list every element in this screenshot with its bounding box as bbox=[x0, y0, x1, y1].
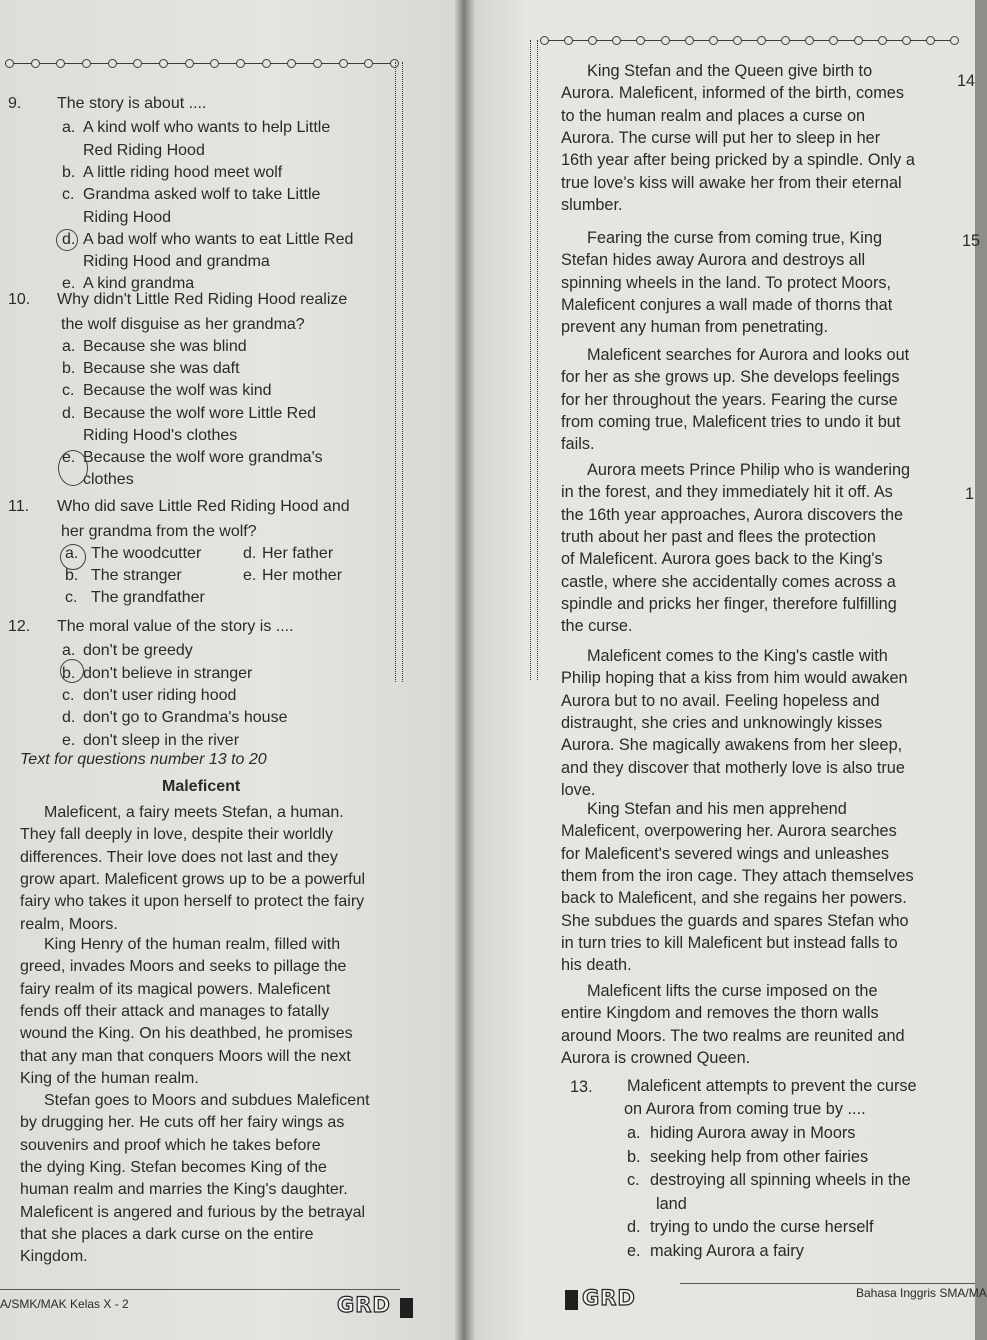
option-letter: d. bbox=[627, 1218, 641, 1237]
bead-ornament bbox=[133, 59, 142, 68]
option-text: don't sleep in the river bbox=[83, 731, 240, 749]
option-text: Riding Hood bbox=[83, 208, 172, 226]
story-line: prevent any human from penetrating. bbox=[561, 318, 828, 337]
story-line: grow apart. Maleficent grows up to be a powerful bbox=[20, 870, 366, 888]
story-line: Stefan hides away Aurora and destroys all bbox=[561, 251, 866, 270]
answer-circle bbox=[56, 229, 78, 251]
story-line: for her throughout the years. Fearing the curse bbox=[561, 390, 898, 409]
bead-ornament bbox=[902, 36, 911, 45]
option-text: destroying all spinning wheels in the bbox=[650, 1171, 911, 1190]
story-line: spinning wheels in the land. To protect Moors, bbox=[561, 273, 892, 292]
question-stem: Why didn't Little Red Riding Hood realize bbox=[57, 291, 348, 308]
option-letter: e. bbox=[62, 449, 76, 467]
brand-block-left bbox=[400, 1298, 413, 1318]
option-text: land bbox=[656, 1195, 687, 1214]
story-line: to the human realm and places a curse on bbox=[561, 106, 866, 125]
bead-ornament bbox=[31, 59, 40, 68]
option-text: A bad wolf who wants to eat Little Red bbox=[83, 230, 354, 248]
option-letter: c. bbox=[65, 589, 78, 607]
option-letter: d. bbox=[62, 404, 76, 422]
top-border-left bbox=[5, 59, 398, 69]
option-letter: b. bbox=[627, 1147, 641, 1166]
story-line: Maleficent comes to the King's castle with bbox=[587, 647, 888, 665]
question-stem: The moral value of the story is .... bbox=[57, 618, 294, 635]
story-line: Maleficent is angered and furious by the betrayal bbox=[20, 1203, 366, 1221]
story-line: Aurora but to no avail. Feeling hopeless and bbox=[561, 691, 880, 710]
story-line: true love's kiss will awake her from their eternal bbox=[561, 173, 902, 192]
book-gutter bbox=[455, 0, 475, 1340]
option-letter: d. bbox=[62, 709, 76, 727]
option-text: Grandma asked wolf to take Little bbox=[83, 186, 321, 204]
story-line: back to Maleficent, and she regains her powers. bbox=[561, 889, 907, 908]
story-line: the 16th year approaches, Aurora discovers the bbox=[561, 505, 904, 524]
story-line: Aurora. She magically awakens from her sleep, bbox=[561, 736, 903, 755]
story-line: by drugging her. He cuts off her fairy wings as bbox=[20, 1114, 345, 1132]
bead-ornament bbox=[829, 36, 838, 45]
bead-ornament bbox=[540, 36, 549, 45]
story-line: them from the iron cage. They attach themselves bbox=[561, 866, 914, 885]
bead-ornament bbox=[709, 36, 718, 45]
option-letter: c. bbox=[62, 186, 75, 204]
story-line: wound the King. On his deathbed, he promises bbox=[20, 1025, 353, 1043]
option-text: don't believe in stranger bbox=[83, 664, 253, 682]
option-text: making Aurora a fairy bbox=[650, 1242, 804, 1260]
option-text: clothes bbox=[83, 471, 134, 489]
bead-ornament bbox=[364, 59, 373, 68]
story-line: Philip hoping that a kiss from him would awaken bbox=[561, 669, 908, 688]
story-line: King Henry of the human realm, filled with bbox=[44, 936, 341, 953]
story-line: distraught, she cries and unknowingly kisses bbox=[561, 713, 883, 732]
footer-brand-right: GRD bbox=[582, 1286, 636, 1310]
question-stem: the wolf disguise as her grandma? bbox=[61, 316, 305, 334]
story-line: Aurora is crowned Queen. bbox=[561, 1048, 751, 1067]
option-text: Her father bbox=[262, 544, 334, 562]
option-letter: d. bbox=[243, 544, 257, 562]
question-stem: her grandma from the wolf? bbox=[61, 523, 257, 541]
option-letter: a. bbox=[65, 544, 79, 562]
story-line: the curse. bbox=[561, 617, 633, 636]
option-text: The grandfather bbox=[91, 589, 205, 607]
option-text: don't user riding hood bbox=[83, 686, 237, 704]
brand-block-right bbox=[565, 1290, 578, 1310]
story-line: Aurora meets Prince Philip who is wandering bbox=[587, 461, 911, 479]
story-line: differences. Their love does not last and they bbox=[20, 848, 338, 866]
bead-ornament bbox=[236, 59, 245, 68]
option-text: don't be greedy bbox=[83, 642, 193, 660]
story-line: and they discover that motherly love is also true bbox=[561, 758, 905, 777]
option-text: Red Riding Hood bbox=[83, 141, 205, 159]
bead-ornament bbox=[661, 36, 670, 45]
option-letter: c. bbox=[62, 686, 75, 704]
option-letter: b. bbox=[65, 566, 79, 584]
option-text: Her mother bbox=[262, 566, 343, 584]
question-number: 12. bbox=[8, 618, 31, 635]
bead-ornament bbox=[878, 36, 887, 45]
bead-ornament bbox=[185, 59, 194, 68]
story-line: fairy who takes it upon herself to protect the fairy bbox=[20, 893, 365, 911]
bead-ornament bbox=[313, 59, 322, 68]
story-line: from coming true, Maleficent tries to undo it but bbox=[561, 412, 901, 431]
story-line: souvenirs and proof which he takes before bbox=[20, 1136, 321, 1154]
option-text: Because the wolf was kind bbox=[83, 382, 272, 400]
option-letter: c. bbox=[62, 382, 75, 400]
question-number: 13. bbox=[570, 1078, 593, 1096]
bead-ornament bbox=[287, 59, 296, 68]
option-text: don't go to Grandma's house bbox=[83, 709, 288, 727]
margin-number: 1 bbox=[965, 485, 975, 503]
story-line: entire Kingdom and removes the thorn walls bbox=[561, 1004, 879, 1023]
bead-ornament bbox=[854, 36, 863, 45]
story-line: King of the human realm. bbox=[20, 1069, 199, 1087]
footer-class-label: A/SMK/MAK Kelas X - 2 bbox=[0, 1297, 129, 1311]
story-line: in turn tries to kill Maleficent but instead falls to bbox=[561, 933, 898, 952]
option-text: Because she was daft bbox=[83, 359, 240, 377]
answer-circle bbox=[60, 544, 86, 570]
bead-ornament bbox=[685, 36, 694, 45]
left-margin-rail bbox=[395, 62, 403, 682]
footer-subject: Bahasa Inggris SMA/MA bbox=[856, 1286, 987, 1300]
bead-ornament bbox=[733, 36, 742, 45]
option-text: The woodcutter bbox=[91, 544, 202, 562]
option-text: trying to undo the curse herself bbox=[650, 1218, 874, 1237]
story-line: love. bbox=[561, 780, 596, 799]
bead-ornament bbox=[805, 36, 814, 45]
option-letter: e. bbox=[62, 275, 76, 293]
story-line: human realm and marries the King's daughter. bbox=[20, 1181, 348, 1199]
story-line: Maleficent lifts the curse imposed on the bbox=[587, 982, 878, 1000]
bead-ornament bbox=[564, 36, 573, 45]
option-letter: c. bbox=[627, 1171, 640, 1190]
footer-brand-left: GRD bbox=[337, 1293, 391, 1317]
story-line: greed, invades Moors and seeks to pillage the bbox=[20, 958, 347, 976]
bead-ornament bbox=[56, 59, 65, 68]
bead-ornament bbox=[339, 59, 348, 68]
question-number: 10. bbox=[8, 291, 31, 308]
option-text: A little riding hood meet wolf bbox=[83, 163, 283, 181]
story-line: for Maleficent's severed wings and unleashes bbox=[561, 844, 890, 863]
option-text: Because the wolf wore Little Red bbox=[83, 404, 317, 422]
story-line: Maleficent conjures a wall made of thorns that bbox=[561, 295, 893, 314]
option-text: Because she was blind bbox=[83, 337, 247, 355]
story-line: She subdues the guards and spares Stefan who bbox=[561, 911, 909, 930]
answer-circle bbox=[58, 450, 88, 486]
story-line: in the forest, and they immediately hit it off. As bbox=[561, 483, 893, 502]
story-line: They fall deeply in love, despite their worldly bbox=[20, 826, 334, 844]
story-line: King Stefan and his men apprehend bbox=[587, 800, 847, 818]
story-line: Fearing the curse from coming true, King bbox=[587, 229, 883, 247]
bead-ornament bbox=[950, 36, 959, 45]
bead-ornament bbox=[159, 59, 168, 68]
option-text: A kind wolf who wants to help Little bbox=[83, 119, 331, 137]
story-line: Kingdom. bbox=[20, 1248, 88, 1266]
bead-ornament bbox=[781, 36, 790, 45]
option-text: hiding Aurora away in Moors bbox=[650, 1124, 856, 1142]
option-letter: e. bbox=[62, 731, 76, 749]
story-line: for her as she grows up. She develops feelings bbox=[561, 368, 900, 387]
option-text: seeking help from other fairies bbox=[650, 1147, 869, 1166]
bead-ornament bbox=[5, 59, 14, 68]
story-line: Stefan goes to Moors and subdues Maleficent bbox=[44, 1092, 370, 1109]
story-line: the dying King. Stefan becomes King of the bbox=[20, 1158, 327, 1176]
story-line: fails. bbox=[561, 435, 595, 454]
bead-ornament bbox=[210, 59, 219, 68]
option-text: Riding Hood and grandma bbox=[83, 253, 270, 271]
story-line: spindle and pricks her finger, therefore fulfilling bbox=[561, 594, 897, 613]
story-line: fends off their attack and manages to fatally bbox=[20, 1002, 330, 1020]
story-line: slumber. bbox=[561, 195, 623, 214]
option-letter: b. bbox=[62, 359, 76, 377]
option-letter: e. bbox=[627, 1242, 641, 1260]
story-line: that any man that conquers Moors will the next bbox=[20, 1047, 351, 1065]
story-line: that she places a dark curse on the entire bbox=[20, 1225, 314, 1243]
bead-ornament bbox=[757, 36, 766, 45]
option-letter: a. bbox=[62, 642, 76, 660]
story-line: castle, where she accidentally comes across a bbox=[561, 572, 896, 591]
question-stem: on Aurora from coming true by .... bbox=[624, 1100, 866, 1118]
story-line: around Moors. The two realms are reunited and bbox=[561, 1026, 905, 1045]
margin-number: 14 bbox=[957, 72, 976, 90]
bead-ornament bbox=[588, 36, 597, 45]
option-text: Riding Hood's clothes bbox=[83, 426, 238, 444]
story-title: Maleficent bbox=[162, 778, 241, 795]
story-line: Maleficent, overpowering her. Aurora searches bbox=[561, 822, 897, 841]
question-stem: Who did save Little Red Riding Hood and bbox=[57, 498, 350, 515]
bead-ornament bbox=[636, 36, 645, 45]
story-line: of Maleficent. Aurora goes back to the King's bbox=[561, 550, 883, 569]
option-letter: e. bbox=[243, 566, 257, 584]
story-line: Aurora. Maleficent, informed of the birth, comes bbox=[561, 84, 904, 103]
option-letter: b. bbox=[62, 163, 76, 181]
story-line: fairy realm of its magical powers. Maleficent bbox=[20, 980, 331, 998]
bead-ornament bbox=[262, 59, 271, 68]
story-line: Maleficent, a fairy meets Stefan, a human. bbox=[44, 804, 344, 821]
bead-ornament bbox=[82, 59, 91, 68]
footer-rule-left bbox=[0, 1289, 400, 1290]
story-line: his death. bbox=[561, 956, 632, 975]
margin-number: 15 bbox=[962, 232, 981, 250]
bead-ornament bbox=[108, 59, 117, 68]
option-letter: a. bbox=[62, 337, 76, 355]
bead-ornament bbox=[612, 36, 621, 45]
story-line: Aurora. The curse will put her to sleep in her bbox=[561, 128, 881, 147]
question-number: 11. bbox=[8, 498, 30, 515]
answer-circle bbox=[60, 659, 84, 683]
option-text: A kind grandma bbox=[83, 275, 195, 293]
right-margin-rail bbox=[530, 40, 538, 680]
story-line: realm, Moors. bbox=[20, 915, 118, 933]
question-stem: The story is about .... bbox=[57, 95, 207, 112]
option-letter: d. bbox=[62, 230, 76, 248]
reading-instruction: Text for questions number 13 to 20 bbox=[20, 751, 267, 768]
story-line: 16th year after being pricked by a spindle. Only a bbox=[561, 151, 915, 170]
bead-ornament bbox=[926, 36, 935, 45]
option-text: Because the wolf wore grandma's bbox=[83, 449, 323, 467]
story-line: King Stefan and the Queen give birth to bbox=[587, 62, 873, 80]
option-letter: b. bbox=[62, 664, 76, 682]
question-number: 9. bbox=[8, 95, 22, 112]
option-letter: a. bbox=[62, 119, 76, 137]
top-border-right bbox=[540, 36, 958, 46]
story-line: truth about her past and flees the protection bbox=[561, 527, 876, 546]
story-line: Maleficent searches for Aurora and looks out bbox=[587, 346, 910, 364]
option-text: The stranger bbox=[91, 566, 182, 584]
question-stem: Maleficent attempts to prevent the curse bbox=[627, 1077, 917, 1095]
option-letter: a. bbox=[627, 1124, 641, 1142]
